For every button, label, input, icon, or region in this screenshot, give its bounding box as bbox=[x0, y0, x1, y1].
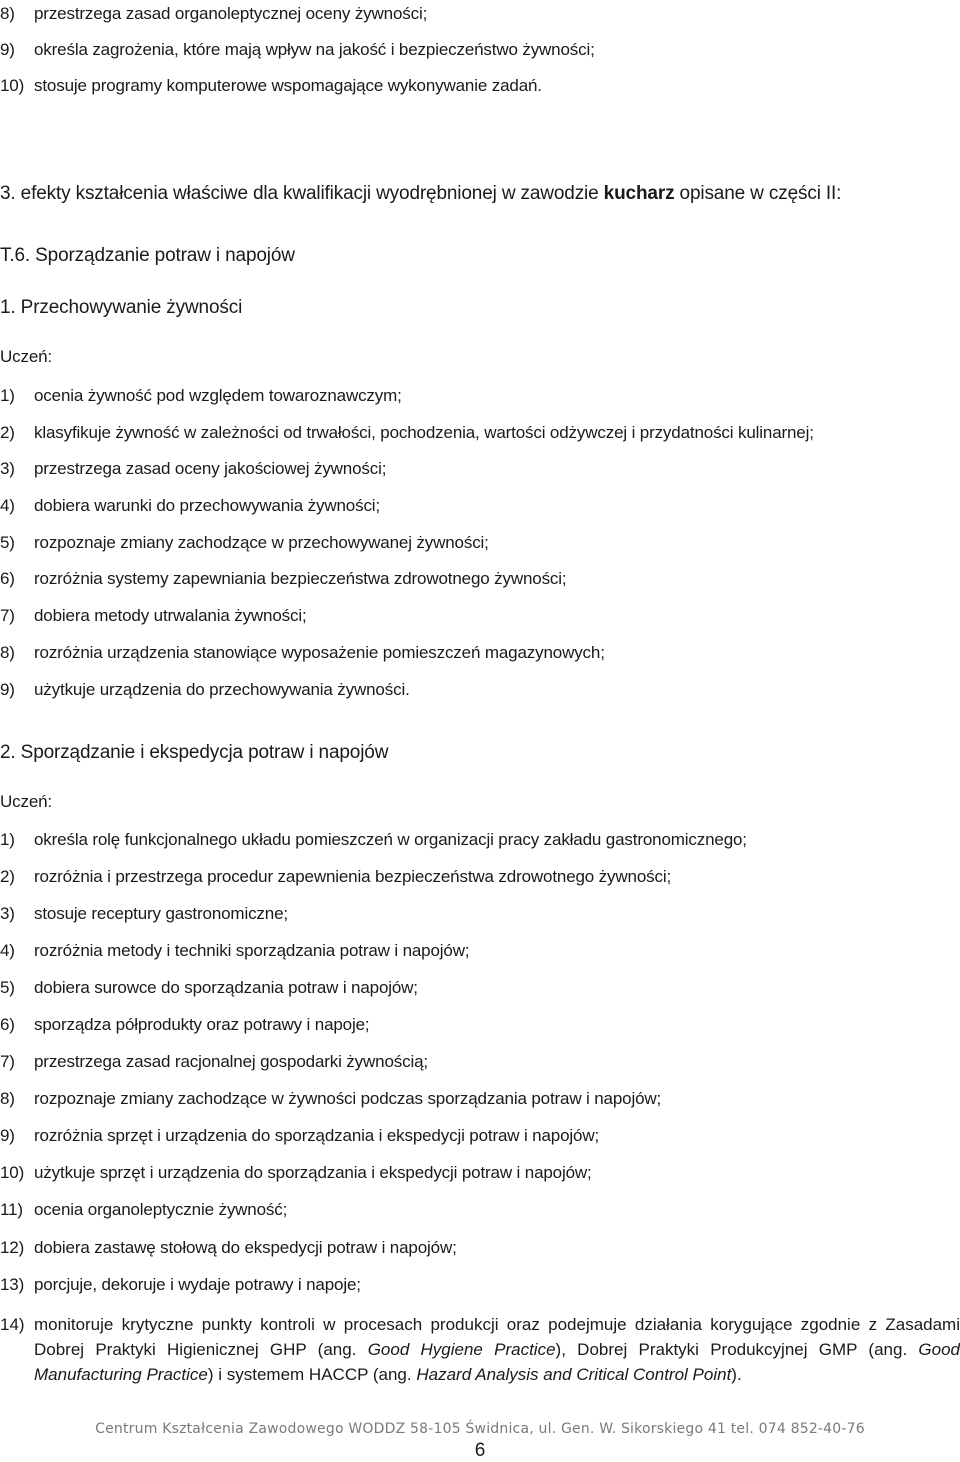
list-item bbox=[0, 496, 960, 516]
student-label: Uczeń: bbox=[0, 347, 53, 366]
list-item bbox=[0, 941, 960, 961]
page-footer: Centrum Kształcenia Zawodowego WODDZ 58-105 Świdnica, ul. Gen. W. Sikorskiego 41 tel. 074 852-40-76 bbox=[95, 1421, 865, 1437]
item-text: rozpoznaje zmiany zachodzące w przechowywanej żywności; bbox=[34, 533, 489, 552]
item-number: 12) bbox=[0, 1238, 25, 1257]
item-number: 4) bbox=[0, 496, 15, 515]
item-number: 5) bbox=[0, 978, 15, 997]
item-number: 2) bbox=[0, 423, 15, 442]
item-text: klasyfikuje żywność w zależności od trwałości, pochodzenia, wartości odżywczej i przydatności kulinarnej; bbox=[34, 423, 814, 442]
item-text: rozróżnia sprzęt i urządzenia do sporządzania i ekspedycji potraw i napojów; bbox=[34, 1126, 600, 1145]
item-text-part: ) i systemem HACCP (ang. bbox=[207, 1365, 417, 1384]
section-heading-prefix: 3. efekty kształcenia właściwe dla kwalifikacji wyodrębnionej w zawodzie bbox=[0, 183, 604, 204]
item-text-part: ). bbox=[731, 1365, 742, 1384]
list-item bbox=[0, 1126, 960, 1146]
list-item bbox=[0, 978, 960, 998]
section-heading-bold: kucharz bbox=[603, 183, 675, 204]
list-item bbox=[0, 680, 960, 700]
item-text: stosuje programy komputerowe wspomagające wykonywanie zadań. bbox=[34, 76, 542, 95]
item-number: 3) bbox=[0, 459, 15, 478]
item-text-italic: Good Manufacturing Practice bbox=[34, 1340, 960, 1384]
item-number: 11) bbox=[0, 1200, 23, 1219]
item-number: 6) bbox=[0, 569, 15, 588]
list-item-14 bbox=[0, 1312, 960, 1387]
item-text: ocenia organoleptycznie żywność; bbox=[34, 1200, 288, 1219]
item-text: określa rolę funkcjonalnego układu pomieszczeń w organizacji pracy zakładu gastronomicznego; bbox=[34, 830, 747, 849]
list-item bbox=[0, 459, 960, 479]
list-item bbox=[0, 533, 960, 553]
item-text: przestrzega zasad racjonalnej gospodarki żywnością; bbox=[34, 1052, 428, 1071]
item-number: 3) bbox=[0, 904, 15, 923]
list-item bbox=[0, 1015, 960, 1035]
list-item bbox=[0, 1275, 960, 1295]
item-number: 14) bbox=[0, 1315, 25, 1334]
item-number: 8) bbox=[0, 1089, 15, 1108]
list-item bbox=[0, 569, 960, 589]
item-number: 8) bbox=[0, 4, 15, 23]
list-item bbox=[0, 904, 960, 924]
item-number: 9) bbox=[0, 1126, 15, 1145]
item-number: 1) bbox=[0, 830, 15, 849]
unit-title: 2. Sporządzanie i ekspedycja potraw i napojów bbox=[0, 742, 389, 763]
item-number: 6) bbox=[0, 1015, 15, 1034]
item-number: 2) bbox=[0, 867, 15, 886]
list-item bbox=[0, 1238, 960, 1258]
item-number: 10) bbox=[0, 76, 25, 95]
unit-title: 1. Przechowywanie żywności bbox=[0, 297, 243, 318]
list-item bbox=[0, 4, 960, 24]
item-text bbox=[34, 1312, 960, 1387]
list-item bbox=[0, 1163, 960, 1183]
item-text: określa zagrożenia, które mają wpływ na jakość i bezpieczeństwo żywności; bbox=[34, 40, 595, 59]
item-text: ocenia żywność pod względem towaroznawczym; bbox=[34, 386, 402, 405]
item-text: rozróżnia urządzenia stanowiące wyposażenie pomieszczeń magazynowych; bbox=[34, 643, 605, 662]
page-number: 6 bbox=[474, 1440, 486, 1461]
item-number: 8) bbox=[0, 643, 15, 662]
item-number: 1) bbox=[0, 386, 15, 405]
item-number: 9) bbox=[0, 680, 15, 699]
item-text: sporządza półprodukty oraz potrawy i napoje; bbox=[34, 1015, 370, 1034]
item-text: dobiera zastawę stołową do ekspedycji potraw i napojów; bbox=[34, 1238, 457, 1257]
item-text: rozróżnia metody i techniki sporządzania potraw i napojów; bbox=[34, 941, 470, 960]
list-item bbox=[0, 643, 960, 663]
item-text: porcjuje, dekoruje i wydaje potrawy i napoje; bbox=[34, 1275, 361, 1294]
item-text-italic: Good Hygiene Practice bbox=[367, 1340, 556, 1359]
list-item bbox=[0, 1052, 960, 1072]
item-text-part: monitoruje krytyczne punkty kontroli w procesach produkcji oraz podejmuje działania korygujące zgodnie z Zasadami Dobrej Praktyki Higienicznej GHP (ang. bbox=[34, 1315, 960, 1359]
item-text: dobiera warunki do przechowywania żywności; bbox=[34, 496, 381, 515]
item-number: 10) bbox=[0, 1163, 25, 1182]
list-item bbox=[0, 1200, 960, 1220]
item-text: rozróżnia systemy zapewniania bezpieczeństwa zdrowotnego żywności; bbox=[34, 569, 567, 588]
item-number: 7) bbox=[0, 1052, 15, 1071]
item-text: przestrzega zasad oceny jakościowej żywności; bbox=[34, 459, 387, 478]
item-number: 7) bbox=[0, 606, 15, 625]
list-item bbox=[0, 76, 960, 96]
section-heading-suffix: opisane w części II: bbox=[674, 183, 842, 204]
list-item bbox=[0, 1089, 960, 1109]
item-text: dobiera surowce do sporządzania potraw i napojów; bbox=[34, 978, 418, 997]
item-text: przestrzega zasad organoleptycznej oceny żywności; bbox=[34, 4, 428, 23]
item-text: użytkuje sprzęt i urządzenia do sporządzania i ekspedycji potraw i napojów; bbox=[34, 1163, 592, 1182]
item-number: 5) bbox=[0, 533, 15, 552]
list-item bbox=[0, 423, 960, 443]
item-text-italic: Hazard Analysis and Critical Control Point bbox=[416, 1365, 732, 1384]
item-text: rozróżnia i przestrzega procedur zapewnienia bezpieczeństwa zdrowotnego żywności; bbox=[34, 867, 672, 886]
qualification-title: T.6. Sporządzanie potraw i napojów bbox=[0, 245, 295, 266]
item-text: rozpoznaje zmiany zachodzące w żywności podczas sporządzania potraw i napojów; bbox=[34, 1089, 662, 1108]
item-number: 9) bbox=[0, 40, 15, 59]
list-item bbox=[0, 606, 960, 626]
section-heading bbox=[0, 183, 960, 205]
item-number: 13) bbox=[0, 1275, 25, 1294]
list-item bbox=[0, 867, 960, 887]
list-item bbox=[0, 40, 960, 60]
item-text-part: ), Dobrej Praktyki Produkcyjnej GMP (ang. bbox=[555, 1340, 919, 1359]
list-item bbox=[0, 386, 960, 406]
item-number: 4) bbox=[0, 941, 15, 960]
item-text: dobiera metody utrwalania żywności; bbox=[34, 606, 307, 625]
item-text: użytkuje urządzenia do przechowywania żywności. bbox=[34, 680, 410, 699]
list-item bbox=[0, 830, 960, 850]
item-text: stosuje receptury gastronomiczne; bbox=[34, 904, 288, 923]
student-label: Uczeń: bbox=[0, 792, 53, 811]
